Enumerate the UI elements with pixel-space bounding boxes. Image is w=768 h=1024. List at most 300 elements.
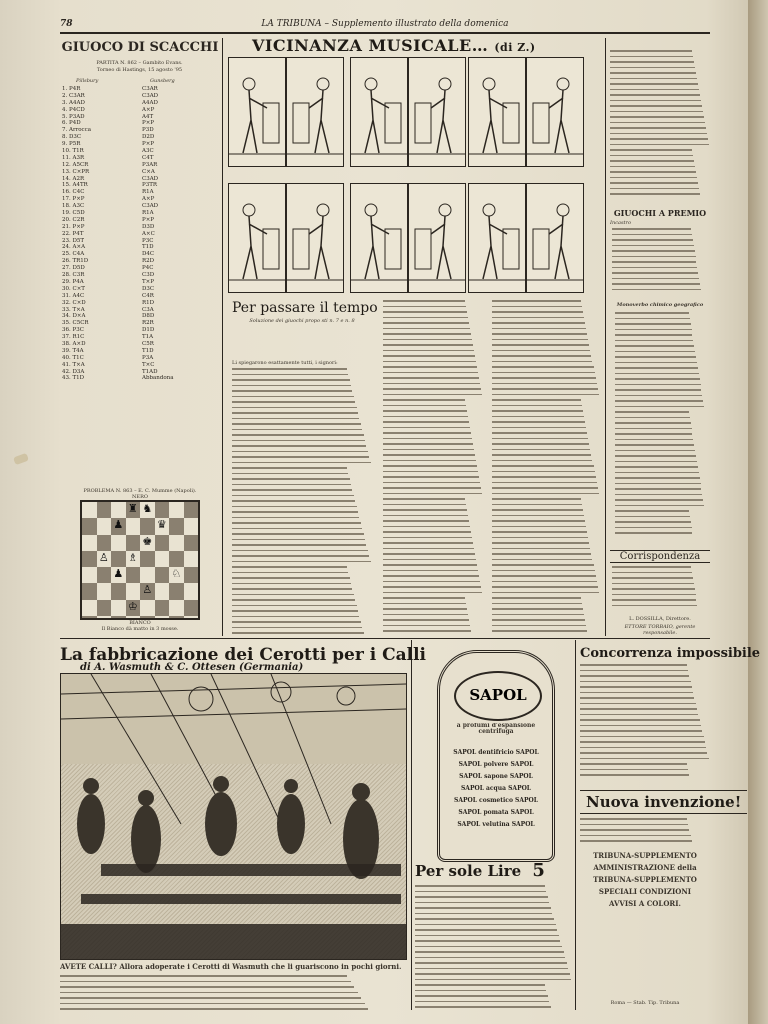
text-line xyxy=(580,829,689,831)
sapol-list xyxy=(448,747,544,831)
text-line xyxy=(60,1003,365,1005)
chess-square: ♘ xyxy=(169,567,184,583)
chess-move-white: 41. T×A xyxy=(62,361,85,368)
text-line xyxy=(492,344,589,346)
column-rule xyxy=(222,38,223,636)
text-line xyxy=(383,394,482,396)
chess-move-row xyxy=(62,327,220,334)
text-line xyxy=(232,401,355,403)
chess-white-player: Pillsbury xyxy=(76,78,99,84)
text-line xyxy=(232,572,348,574)
text-line xyxy=(492,300,581,302)
text-line xyxy=(232,390,352,392)
text-line xyxy=(232,445,366,447)
chess-move-black: C5R xyxy=(142,340,154,347)
text-line xyxy=(232,555,369,557)
cartoon-figure xyxy=(351,184,407,292)
text-line xyxy=(615,499,703,501)
text-line xyxy=(610,67,695,69)
text-line xyxy=(232,489,352,491)
text-line xyxy=(612,283,700,285)
chess-move-row xyxy=(62,155,220,162)
text-line xyxy=(615,439,693,441)
text-line xyxy=(492,421,585,423)
text-line xyxy=(232,506,357,508)
text-line xyxy=(615,340,693,342)
chess-square xyxy=(140,600,155,616)
column-rule xyxy=(411,640,412,1010)
text-line xyxy=(615,472,699,474)
text-line xyxy=(383,531,471,533)
chess-move-row xyxy=(62,258,220,265)
text-line xyxy=(232,588,352,590)
chess-move-row xyxy=(62,224,220,231)
text-line xyxy=(615,521,691,523)
chess-square xyxy=(184,535,199,551)
text-line xyxy=(580,763,687,765)
text-line xyxy=(610,105,702,107)
text-line xyxy=(383,366,477,368)
chess-move-white: 12. A5CR xyxy=(62,161,89,168)
chess-move-white: 19. C5D xyxy=(62,210,85,217)
text-line xyxy=(383,515,468,517)
text-line xyxy=(492,361,592,363)
text-line xyxy=(383,498,465,500)
chess-move-row xyxy=(62,300,220,307)
chess-move-row xyxy=(62,169,220,176)
chess-move-black: A×P xyxy=(142,196,155,203)
text-line xyxy=(612,289,701,291)
chess-move-row xyxy=(62,334,220,341)
cartoon-figure xyxy=(229,58,285,166)
text-line xyxy=(610,111,703,113)
chess-move-black: Abbandona xyxy=(142,375,174,382)
text-line xyxy=(415,885,545,887)
chess-move-black: D3D xyxy=(142,223,155,230)
chess-square xyxy=(169,535,184,551)
text-line xyxy=(615,389,701,391)
cartoon-panel xyxy=(228,57,286,167)
chess-square xyxy=(169,502,184,518)
text-line xyxy=(383,575,479,577)
page-number: 78 xyxy=(60,19,73,29)
text-line xyxy=(492,559,592,561)
text-line xyxy=(383,597,465,599)
giuochi-title: GIUOCHI A PREMIO xyxy=(613,208,707,218)
text-line xyxy=(615,312,689,314)
text-line xyxy=(415,918,554,920)
text-line xyxy=(612,239,693,241)
chess-move-black: D8D xyxy=(142,313,155,320)
text-line xyxy=(383,553,475,555)
chess-square: ♜ xyxy=(126,502,141,518)
text-line xyxy=(612,261,696,263)
text-line xyxy=(232,456,369,458)
text-line xyxy=(615,356,696,358)
text-line xyxy=(383,432,471,434)
text-line xyxy=(492,603,582,605)
text-line xyxy=(580,686,692,688)
chess-move-row xyxy=(62,307,220,314)
text-line xyxy=(383,625,470,627)
text-line xyxy=(612,250,695,252)
text-line xyxy=(415,940,560,942)
text-line xyxy=(415,896,548,898)
text-line xyxy=(615,411,689,413)
text-line xyxy=(615,318,690,320)
chess-move-black: D3C xyxy=(142,285,155,292)
text-line xyxy=(610,133,707,135)
chess-square xyxy=(97,535,112,551)
text-line xyxy=(383,581,480,583)
text-line xyxy=(492,454,591,456)
text-line xyxy=(492,630,587,632)
text-line xyxy=(232,599,355,601)
chess-square xyxy=(82,535,97,551)
chess-move-black: C3AD xyxy=(142,92,159,99)
text-line xyxy=(492,548,590,550)
tribuna-line4: AVVISI A COLORI. xyxy=(609,899,681,908)
chess-square xyxy=(140,551,155,567)
cartoon-figure xyxy=(409,184,465,292)
chess-square: ♞ xyxy=(140,502,155,518)
text-line xyxy=(383,322,469,324)
chess-square xyxy=(140,518,155,534)
text-line xyxy=(415,990,546,992)
chess-move-white: 38. A×D xyxy=(62,340,86,347)
text-line xyxy=(492,625,586,627)
cartoon-panel xyxy=(286,57,344,167)
text-line xyxy=(60,986,354,988)
text-line xyxy=(612,594,696,596)
chess-square xyxy=(97,616,112,618)
chess-move-black: R2D xyxy=(142,258,155,265)
chess-square xyxy=(155,535,170,551)
text-line xyxy=(232,528,362,530)
vicinanza-title: VICINANZA MUSICALE… (di Z.) xyxy=(252,36,536,55)
text-line xyxy=(383,333,471,335)
chess-move-white: 10. T1R xyxy=(62,148,84,155)
text-line xyxy=(580,725,701,727)
chess-square xyxy=(82,502,97,518)
text-line xyxy=(383,493,482,495)
chess-title: GIUOCO DI SCACCHI xyxy=(61,40,219,55)
cartoon-figure xyxy=(527,184,583,292)
chess-square xyxy=(184,583,199,599)
text-line xyxy=(232,550,368,552)
text-line xyxy=(415,1006,551,1008)
passare-text-column-3 xyxy=(492,300,600,636)
chess-square xyxy=(82,518,97,534)
text-line xyxy=(612,566,691,568)
chess-square xyxy=(184,502,199,518)
text-line xyxy=(615,378,700,380)
sapol-line: SAPOL acqua SAPOL xyxy=(460,785,532,792)
text-line xyxy=(383,339,472,341)
cartoon-figure xyxy=(469,184,525,292)
concorrenza-title: Concorrenza impossibile xyxy=(580,646,761,661)
chess-move-white: 7. Arrocca xyxy=(62,127,91,134)
text-line xyxy=(492,592,599,594)
text-line xyxy=(580,664,687,666)
cartoon-figure xyxy=(527,58,583,166)
text-line xyxy=(615,444,694,446)
text-line xyxy=(580,741,705,743)
tribuna-line3: SPECIALI CONDIZIONI xyxy=(598,887,692,896)
text-line xyxy=(492,537,588,539)
text-line xyxy=(580,774,689,776)
text-line xyxy=(615,466,698,468)
text-line xyxy=(383,570,478,572)
text-line xyxy=(60,975,347,977)
chess-move-black: T1A xyxy=(142,334,154,341)
chess-move-row xyxy=(62,141,220,148)
sapol-line: SAPOL cosmetico SAPOL xyxy=(454,797,538,804)
incastro-text xyxy=(612,228,708,298)
chess-square xyxy=(169,518,184,534)
text-line xyxy=(492,311,583,313)
cartoon-panel xyxy=(350,183,408,293)
text-line xyxy=(232,407,357,409)
text-line xyxy=(492,377,596,379)
text-line xyxy=(492,520,585,522)
chess-move-black: A4T xyxy=(142,113,154,120)
chess-move-black: A×C xyxy=(142,230,155,237)
chess-move-black: C3AD xyxy=(142,203,159,210)
page-header xyxy=(60,18,710,34)
text-line xyxy=(580,736,704,738)
cartoon-figure xyxy=(287,184,343,292)
text-line xyxy=(580,675,689,677)
cartoon-figure xyxy=(409,58,465,166)
chess-move-black: D2D xyxy=(142,134,155,141)
text-line xyxy=(232,495,354,497)
text-line xyxy=(615,362,697,364)
text-line xyxy=(492,575,596,577)
text-line xyxy=(610,61,694,63)
chess-move-row xyxy=(62,196,220,203)
text-line xyxy=(492,449,590,451)
text-line xyxy=(580,730,702,732)
text-line xyxy=(580,840,692,842)
corrispondenza-title: Corrispondenza xyxy=(610,550,710,563)
text-line xyxy=(60,1008,368,1010)
chess-move-white: 36. P3C xyxy=(62,327,84,334)
tribuna-footer: Roma — Stab. Tip. Tribuna xyxy=(610,1000,680,1006)
chess-move-white: 35. C5CR xyxy=(62,320,89,327)
chess-move-black: P3A xyxy=(142,354,154,361)
text-line xyxy=(232,632,364,634)
chess-move-white: 26. TR1D xyxy=(62,258,89,265)
sapol-oval xyxy=(454,671,542,721)
chess-square xyxy=(111,616,126,618)
chess-move-white: 14. A2R xyxy=(62,175,85,182)
cartoon-panel xyxy=(408,57,466,167)
text-line xyxy=(612,234,692,236)
text-line xyxy=(232,368,347,370)
chess-move-white: 27. D5D xyxy=(62,265,85,272)
sapol-line: SAPOL dentifricio SAPOL xyxy=(453,749,539,756)
chess-move-white: 23. D5T xyxy=(62,237,85,244)
text-line xyxy=(492,438,588,440)
text-line xyxy=(383,355,475,357)
chess-move-row xyxy=(62,182,220,189)
text-line xyxy=(610,78,697,80)
text-line xyxy=(610,83,698,85)
chess-move-row xyxy=(62,238,220,245)
text-line xyxy=(615,461,697,463)
text-line xyxy=(610,72,696,74)
text-line xyxy=(232,500,355,502)
text-line xyxy=(580,818,687,820)
text-line xyxy=(232,467,347,469)
text-line xyxy=(492,355,591,357)
chess-move-row xyxy=(62,93,220,100)
text-line xyxy=(415,1001,549,1003)
text-line xyxy=(383,421,469,423)
chess-square xyxy=(140,567,155,583)
chess-square xyxy=(126,583,141,599)
text-line xyxy=(232,423,361,425)
text-line xyxy=(615,345,694,347)
text-line xyxy=(383,608,467,610)
text-line xyxy=(415,957,565,959)
chess-square xyxy=(184,567,199,583)
chess-move-white: 4. P4CD xyxy=(62,106,85,113)
text-line xyxy=(610,122,705,124)
text-line xyxy=(615,406,704,408)
chess-move-row xyxy=(62,293,220,300)
chess-square xyxy=(126,535,141,551)
text-line xyxy=(383,306,466,308)
text-line xyxy=(60,981,351,983)
chess-problem-note: Il Bianco dà matto in 3 mosse. xyxy=(101,626,179,632)
text-line xyxy=(492,350,590,352)
chess-move-white: 16. C4C xyxy=(62,189,85,196)
text-line xyxy=(610,94,700,96)
text-line xyxy=(415,962,567,964)
chess-square xyxy=(82,583,97,599)
chess-move-black: D4C xyxy=(142,251,155,258)
per-sole-text xyxy=(415,885,573,1013)
text-line xyxy=(492,586,598,588)
chess-move-black: R1D xyxy=(142,299,155,306)
chess-move-black: P4C xyxy=(142,265,154,272)
chess-move-black: P3AR xyxy=(142,161,158,168)
text-line xyxy=(492,372,595,374)
chess-move-black: R1A xyxy=(142,210,154,217)
chess-notes xyxy=(62,392,218,482)
text-line xyxy=(610,160,694,162)
chess-move-white: 1. P4R xyxy=(62,86,81,92)
text-line xyxy=(415,995,548,997)
chess-square: ♙ xyxy=(97,551,112,567)
text-line xyxy=(615,450,695,452)
chess-square: ♚ xyxy=(140,535,155,551)
cartoon-figure xyxy=(229,184,285,292)
text-line xyxy=(492,487,598,489)
text-line xyxy=(610,116,704,118)
chess-move-white: 17. P×P xyxy=(62,196,85,203)
chess-square xyxy=(169,583,184,599)
chess-square xyxy=(82,616,97,618)
chess-move-black: T1D xyxy=(142,347,154,354)
chess-move-black: C4R xyxy=(142,292,154,299)
cartoon-panel xyxy=(286,183,344,293)
text-line xyxy=(383,465,477,467)
chess-move-black: T1D xyxy=(142,244,154,251)
header-title: LA TRIBUNA – Supplemento illustrato della domenica xyxy=(261,19,509,29)
column-rule xyxy=(605,38,606,636)
chess-move-row xyxy=(62,231,220,238)
text-line xyxy=(615,532,692,534)
text-line xyxy=(383,537,472,539)
text-line xyxy=(610,171,696,173)
text-line xyxy=(615,334,692,336)
text-line xyxy=(492,509,583,511)
text-line xyxy=(610,188,699,190)
text-line xyxy=(610,193,700,195)
text-line xyxy=(232,429,362,431)
chess-board xyxy=(80,500,200,620)
chess-partita: PARTITA N. 862 – Gambito Evans. xyxy=(96,60,183,66)
chess-square xyxy=(82,551,97,567)
text-line xyxy=(612,572,692,574)
cartoon-panel xyxy=(408,183,466,293)
factory-engraving xyxy=(60,673,407,960)
text-line xyxy=(383,520,469,522)
cartoon-figure xyxy=(287,58,343,166)
cerotti-title: La fabbricazione dei Cerotti per i Calli xyxy=(60,645,426,665)
text-line xyxy=(232,627,362,629)
text-line xyxy=(383,416,468,418)
text-line xyxy=(383,300,465,302)
chess-move-row xyxy=(62,120,220,127)
text-line xyxy=(492,394,599,396)
text-line xyxy=(232,484,351,486)
text-line xyxy=(232,379,350,381)
text-line xyxy=(383,476,479,478)
chess-square xyxy=(169,551,184,567)
text-line xyxy=(615,329,692,331)
sapol-ad xyxy=(437,650,555,862)
chess-square xyxy=(184,518,199,534)
chess-move-black: T×C xyxy=(142,361,155,368)
chess-move-black: A3C xyxy=(142,148,154,155)
cerotti-subtitle: di A. Wasmuth & C. Ottesen (Germania) xyxy=(80,662,304,673)
text-line xyxy=(615,373,699,375)
text-line xyxy=(610,144,709,146)
chess-move-black: D1D xyxy=(142,327,155,334)
chess-square xyxy=(155,502,170,518)
passare-solvers: Li spiegarono esattamente tutti, i signori: xyxy=(232,360,338,366)
text-line xyxy=(612,278,699,280)
direttore: L. DOSSILLA, Direttore. xyxy=(629,616,691,622)
text-line xyxy=(492,564,594,566)
chess-move-black: C×A xyxy=(142,168,155,175)
cartoon-panel xyxy=(228,183,286,293)
text-line xyxy=(492,581,597,583)
text-line xyxy=(492,597,581,599)
chess-square xyxy=(82,567,97,583)
chess-move-row xyxy=(62,100,220,107)
text-line xyxy=(615,384,701,386)
text-line xyxy=(232,451,368,453)
text-line xyxy=(383,471,478,473)
chess-problem-title: PROBLEMA N. 863 – E. C. Mumme (Napoli). xyxy=(83,488,197,494)
text-line xyxy=(492,476,596,478)
cartoon-panel xyxy=(468,183,526,293)
